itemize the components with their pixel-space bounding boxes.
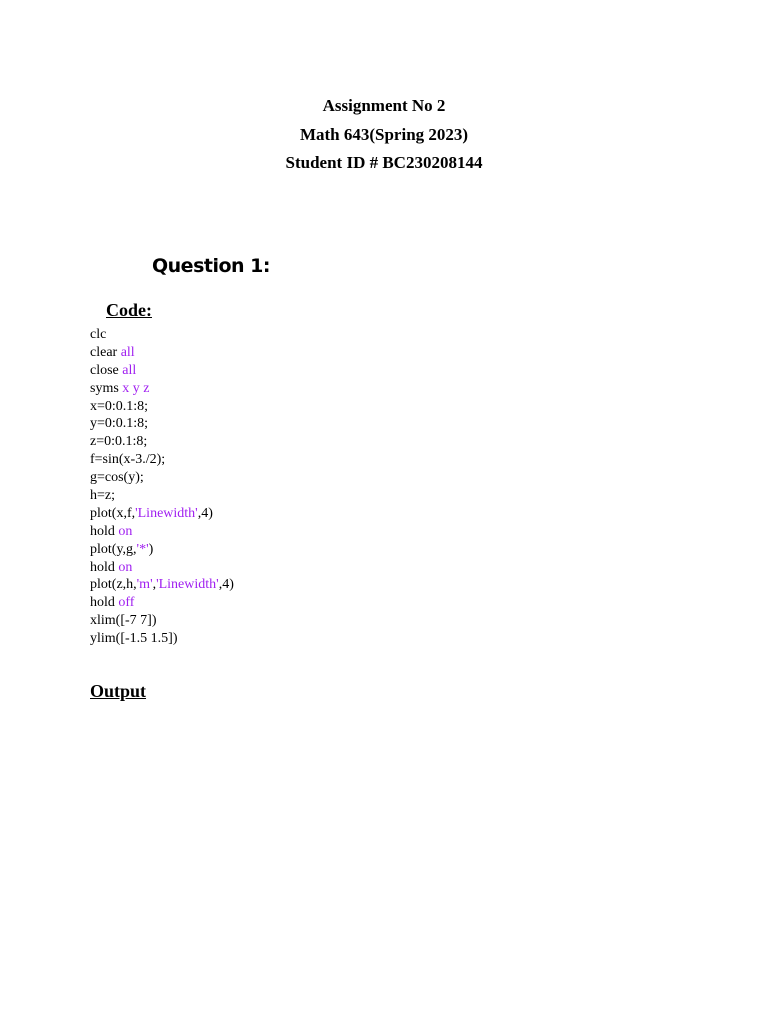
code-keyword: all	[120, 344, 135, 360]
output-heading: Output	[90, 681, 147, 701]
code-line	[90, 344, 234, 362]
code-line	[90, 541, 234, 559]
code-keyword: on	[118, 523, 133, 539]
code-keyword: 'Linewidth'	[156, 577, 219, 593]
code-line	[90, 612, 234, 630]
code-text: plot(z,h,	[90, 577, 137, 593]
code-line	[90, 380, 234, 398]
code-line	[90, 576, 234, 594]
code-line	[90, 362, 234, 380]
assignment-title: Assignment No 2	[322, 96, 446, 115]
code-text: x=0:0.1:8;	[90, 398, 149, 414]
code-text: plot(x,f,	[90, 505, 136, 521]
code-text: )	[148, 541, 154, 557]
code-line	[90, 594, 234, 612]
code-line	[90, 630, 234, 648]
code-keyword: off	[118, 595, 135, 611]
code-text: g=cos(y);	[90, 470, 144, 486]
code-keyword: x y z	[122, 380, 150, 396]
code-text: syms	[90, 380, 123, 396]
code-line	[90, 505, 234, 523]
code-text: hold	[90, 559, 119, 575]
code-line	[90, 487, 234, 505]
code-heading: Code:	[106, 300, 152, 320]
code-line	[90, 469, 234, 487]
question-heading: Question 1:	[152, 255, 270, 277]
code-line	[90, 451, 234, 469]
code-text: plot(y,g,	[90, 541, 137, 557]
code-text: xlim([-7 7])	[90, 613, 157, 629]
student-id: Student ID # BC230208144	[285, 153, 483, 172]
code-text: y=0:0.1:8;	[90, 416, 149, 432]
code-line	[90, 398, 234, 416]
code-text: clear	[90, 344, 121, 360]
code-text: ylim([-1.5 1.5])	[90, 631, 178, 647]
code-text: clc	[90, 327, 107, 342]
code-keyword: 'Linewidth'	[135, 505, 198, 521]
code-text: ,	[152, 577, 157, 593]
document-header	[0, 92, 768, 178]
code-line	[90, 326, 234, 344]
code-keyword: on	[118, 559, 133, 575]
code-keyword: '*'	[136, 541, 149, 557]
code-keyword: all	[122, 362, 137, 378]
code-text: ,4)	[197, 505, 213, 521]
code-text: ,4)	[218, 577, 234, 593]
code-line	[90, 415, 234, 433]
code-listing	[90, 326, 234, 648]
code-line	[90, 559, 234, 577]
code-text: f=sin(x-3./2);	[90, 452, 166, 468]
code-text: z=0:0.1:8;	[90, 434, 148, 450]
code-keyword: 'm'	[136, 577, 153, 593]
code-line	[90, 523, 234, 541]
code-text: h=z;	[90, 488, 115, 504]
code-text: hold	[90, 595, 119, 611]
course-title: Math 643(Spring 2023)	[299, 124, 469, 144]
code-text: close	[90, 362, 123, 378]
code-text: hold	[90, 523, 119, 539]
code-line	[90, 433, 234, 451]
